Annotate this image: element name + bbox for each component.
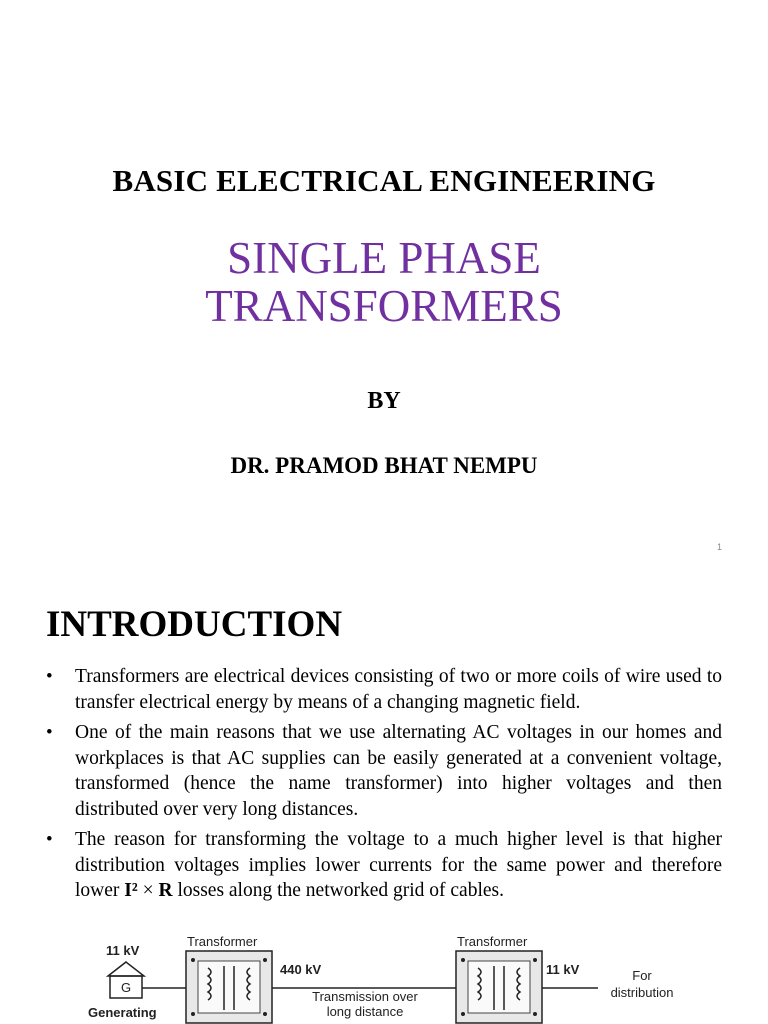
transformer2-icon xyxy=(456,951,542,1023)
distribution-label-line1: For xyxy=(632,968,652,983)
bullet-icon: • xyxy=(46,666,53,687)
transformer1-icon xyxy=(186,951,272,1023)
bullet-text-part: The reason for transforming the voltage to a much higher level is that higher distribution voltages implies lower currents for the same power and therefore lower xyxy=(75,829,722,901)
distribution-voltage: 11 kV xyxy=(546,962,580,977)
bullet-item xyxy=(46,827,722,904)
by-label: BY xyxy=(367,388,401,414)
generator-voltage: 11 kV xyxy=(106,943,140,958)
bullet-item xyxy=(46,664,722,715)
distribution-label-line2: distribution xyxy=(610,985,674,1000)
bullet-list xyxy=(46,664,722,909)
transformer2-label: Transformer xyxy=(457,934,528,949)
times-symbol: × xyxy=(137,880,159,901)
bullet-text xyxy=(75,829,722,901)
author-name: DR. PRAMOD BHAT NEMPU xyxy=(230,453,538,478)
course-title: BASIC ELECTRICAL ENGINEERING xyxy=(112,163,656,198)
transformer1-label: Transformer xyxy=(187,934,258,949)
bullet-icon: • xyxy=(46,722,53,743)
slide-title-line2: TRANSFORMERS xyxy=(205,281,563,331)
bullet-text: One of the main reasons that we use alternating AC voltages in our homes and workplaces is that AC supplies can be easily generated at a convenient voltage, transformed (hence the name transformer) into higher voltages and then distributed over very long distances. xyxy=(75,722,722,820)
generator-label: Generating xyxy=(88,1005,157,1020)
section-heading: INTRODUCTION xyxy=(46,604,343,645)
transmission-diagram xyxy=(86,928,686,1024)
generator-symbol: G xyxy=(120,980,132,995)
transmission-voltage: 440 kV xyxy=(280,962,322,977)
bullet-item xyxy=(46,720,722,822)
slide-number: 1 xyxy=(716,542,722,552)
slide-title-line1: SINGLE PHASE xyxy=(227,233,541,283)
bullet-icon: • xyxy=(46,829,53,850)
r-symbol: R xyxy=(158,880,173,901)
bullet-text: Transformers are electrical devices consisting of two or more coils of wire used to transfer electrical energy by means of a changing magnetic field. xyxy=(75,666,722,713)
bullet-text-part: losses along the networked grid of cables. xyxy=(172,880,504,901)
slide-title xyxy=(0,234,768,330)
transmission-diagram-svg xyxy=(86,928,686,1024)
transmission-label-line1: Transmission over xyxy=(312,989,418,1004)
transmission-label-line2: long distance xyxy=(326,1004,404,1019)
i-squared-symbol: I² xyxy=(124,880,138,901)
